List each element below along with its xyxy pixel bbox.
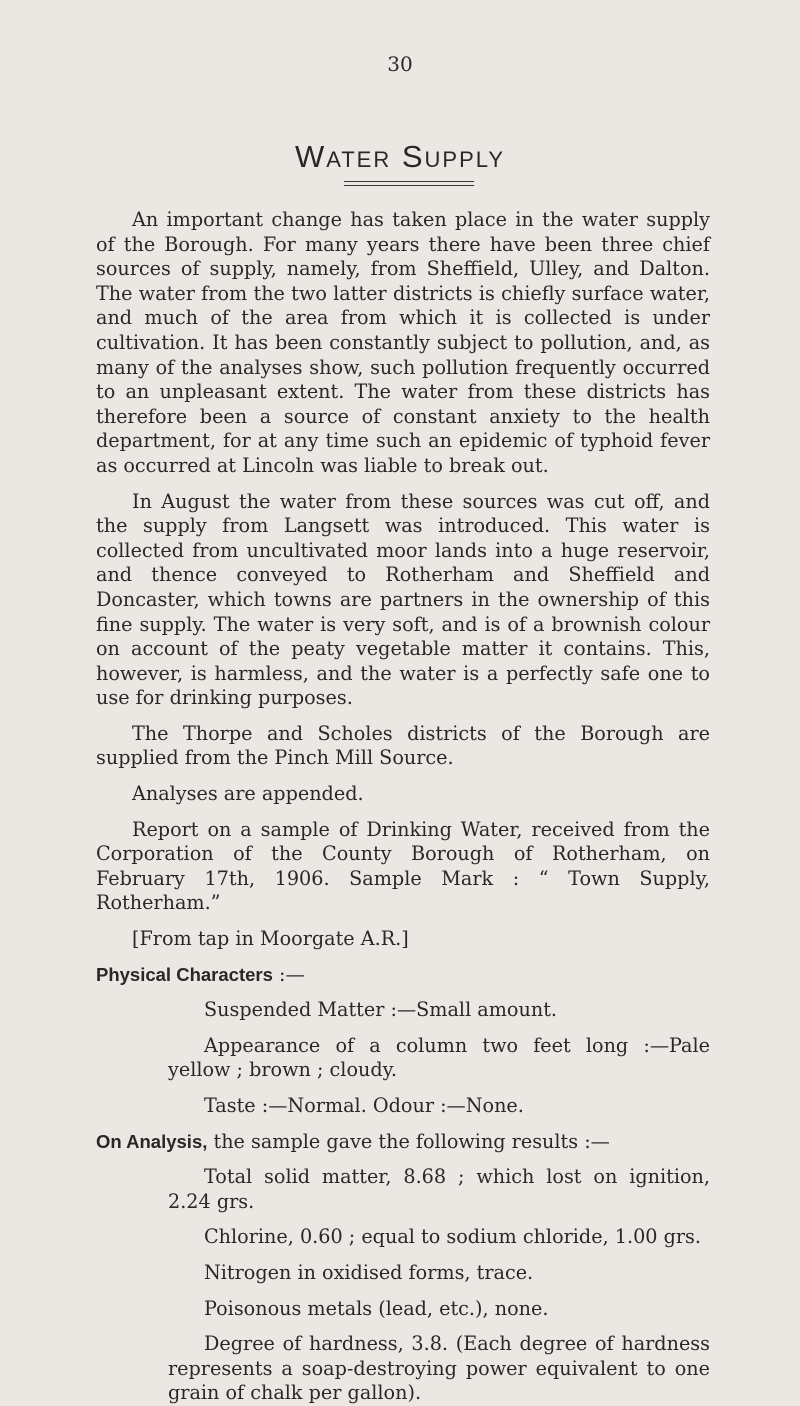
paragraph-langsett: In August the water from these sources was cut off, and the supply from Langsett was introduced. This water is collected from uncultivated moor lands into a huge reservoir, and thence conveyed to Rotherham and Sheffield and Doncaster, which towns are partners in the ownership of this fine supply. The water is very soft, and is of a brownish colour on account of the peaty vegetable matter it contains. This, however, is harmless, and the water is a perfectly safe one to use for drinking purposes. xyxy=(96,489,710,710)
analysis-poisonous: Poisonous metals (lead, etc.), none. xyxy=(204,1296,549,1320)
paragraph-intro: An important change has taken place in the water supply of the Borough. For many years there have been three chief sources of supply, namely, from Sheffield, Ulley, and Dalton. The water from the two latter districts is chiefly surface water, and much of the area from which it is collected is under cultivation. It has been constantly subject to pollution, and, as many of the analyses show, such pollution frequently occurred to an unpleasant extent. The water from these districts has therefore been a source of constant anxiety to the health department, for at any time such an epidemic of typhoid fever as occurred at Lincoln was liable to break out. xyxy=(96,208,710,477)
paragraph-report: Report on a sample of Drinking Water, received from the Corporation of the County Borough of Rotherham, on February 17th, 1906. Sample Mark : “ Town Supply, Rotherham.” xyxy=(96,817,710,915)
page-number: 30 xyxy=(387,52,413,76)
paragraph-analyses-appended: Analyses are appended. xyxy=(132,782,364,806)
analysis-chlorine: Chlorine, 0.60 ; equal to sodium chloride, 1.00 grs. xyxy=(204,1225,701,1249)
physical-heading: Physical Characters xyxy=(96,963,273,985)
from-tap-note: [From tap in Moorgate A.R.] xyxy=(132,927,409,951)
physical-suspended: Suspended Matter :—Small amount. xyxy=(204,998,558,1022)
physical-taste: Taste :—Normal. Odour :—None. xyxy=(204,1094,524,1117)
analysis-total-solid: Total solid matter, 8.68 ; which lost on ignition, 2.24 grs. xyxy=(168,1165,710,1213)
physical-heading-line xyxy=(96,963,710,988)
analysis-nitrogen: Nitrogen in oxidised forms, trace. xyxy=(204,1260,534,1284)
physical-appearance: Appearance of a column two feet long :—Pale yellow ; brown ; cloudy. xyxy=(168,1033,710,1082)
analysis-heading-suffix: the sample gave the following results :— xyxy=(207,1129,610,1153)
analysis-hardness: Degree of hardness, 3.8. (Each degree of hardness represents a soap-destroying power equivalent to one grain of chalk per gallon). xyxy=(168,1332,710,1405)
title-rule-top xyxy=(344,181,474,182)
paragraph-thorpe-scholes: The Thorpe and Scholes districts of the Borough are supplied from the Pinch Mill Source. xyxy=(96,721,710,770)
title-rule-bottom xyxy=(344,185,474,186)
analysis-heading: On Analysis, xyxy=(96,1130,208,1152)
physical-heading-suffix: :— xyxy=(272,962,305,986)
analysis-heading-line xyxy=(96,1130,710,1155)
page-title: Water Supply xyxy=(294,138,506,174)
body-text xyxy=(96,208,710,1406)
